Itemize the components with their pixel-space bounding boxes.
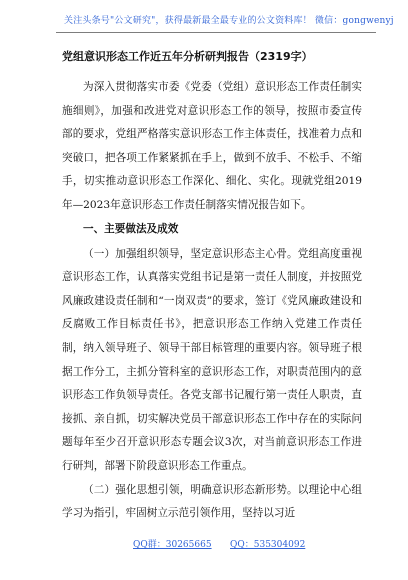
paragraph-1: （一）加强组织领导，坚定意识形态主心骨。党组高度重视意识形态工作，认真落实党组书记是第一责任人制度，并按照党风廉政建设责任制和“一岗双责”的要求，签订《党风廉政建设和反腐败工作目标责任书》，把意识形态工作纳入党建工作责任制，纳入领导班子、领导干部目标管理的重要内容。领导班子根据工作分工，主抓分管科室的意识形态工作，对职责范围内的意识形态工作负领导责任。各党支部书记履行第一责任人职责，直接抓、亲自抓，切实解决党员干部意识形态工作中存在的实际问题每年至少召开意识形态专题会议3次，对当前意识形态工作进行研判，部署下阶段意识形态工作重点。 <box>62 247 362 472</box>
header-divider <box>56 32 376 33</box>
footer-qq-number[interactable]: QQ：535304092 <box>230 540 306 550</box>
intro-paragraph: 为深入贯彻落实市委《党委（党组）意识形态工作责任制实施细则》，加强和改进党对意识形态工作的领导，按照市委宣传部的要求，党组严格落实意识形态工作主体责任，找准着力点和突破口，把各项工作紧紧抓在手上，做到不放手、不松手、不缩手，切实推动意识形态工作深化、细化、实化。现就党组2019年—2023年意识形态工作责任制落实情况报告如下。 <box>62 81 362 211</box>
document-title: 党组意识形态工作近五年分析研判报告（2319字） <box>62 50 313 63</box>
section-heading: 一、主要做法及成效 <box>83 222 179 235</box>
footer-qq-group[interactable]: QQ群：30265665 <box>133 540 212 550</box>
header-banner-text: 关注头条号"公文研究"，获得最新最全最专业的公文资料库！ 微信：gongwenyj <box>64 16 394 26</box>
document-body <box>62 48 362 526</box>
paragraph-2: （二）强化思想引领，明确意识形态新形势。以理论中心组学习为指引，牢固树立示范引领作用，坚持以习近 <box>62 483 362 520</box>
page-header <box>0 0 408 40</box>
